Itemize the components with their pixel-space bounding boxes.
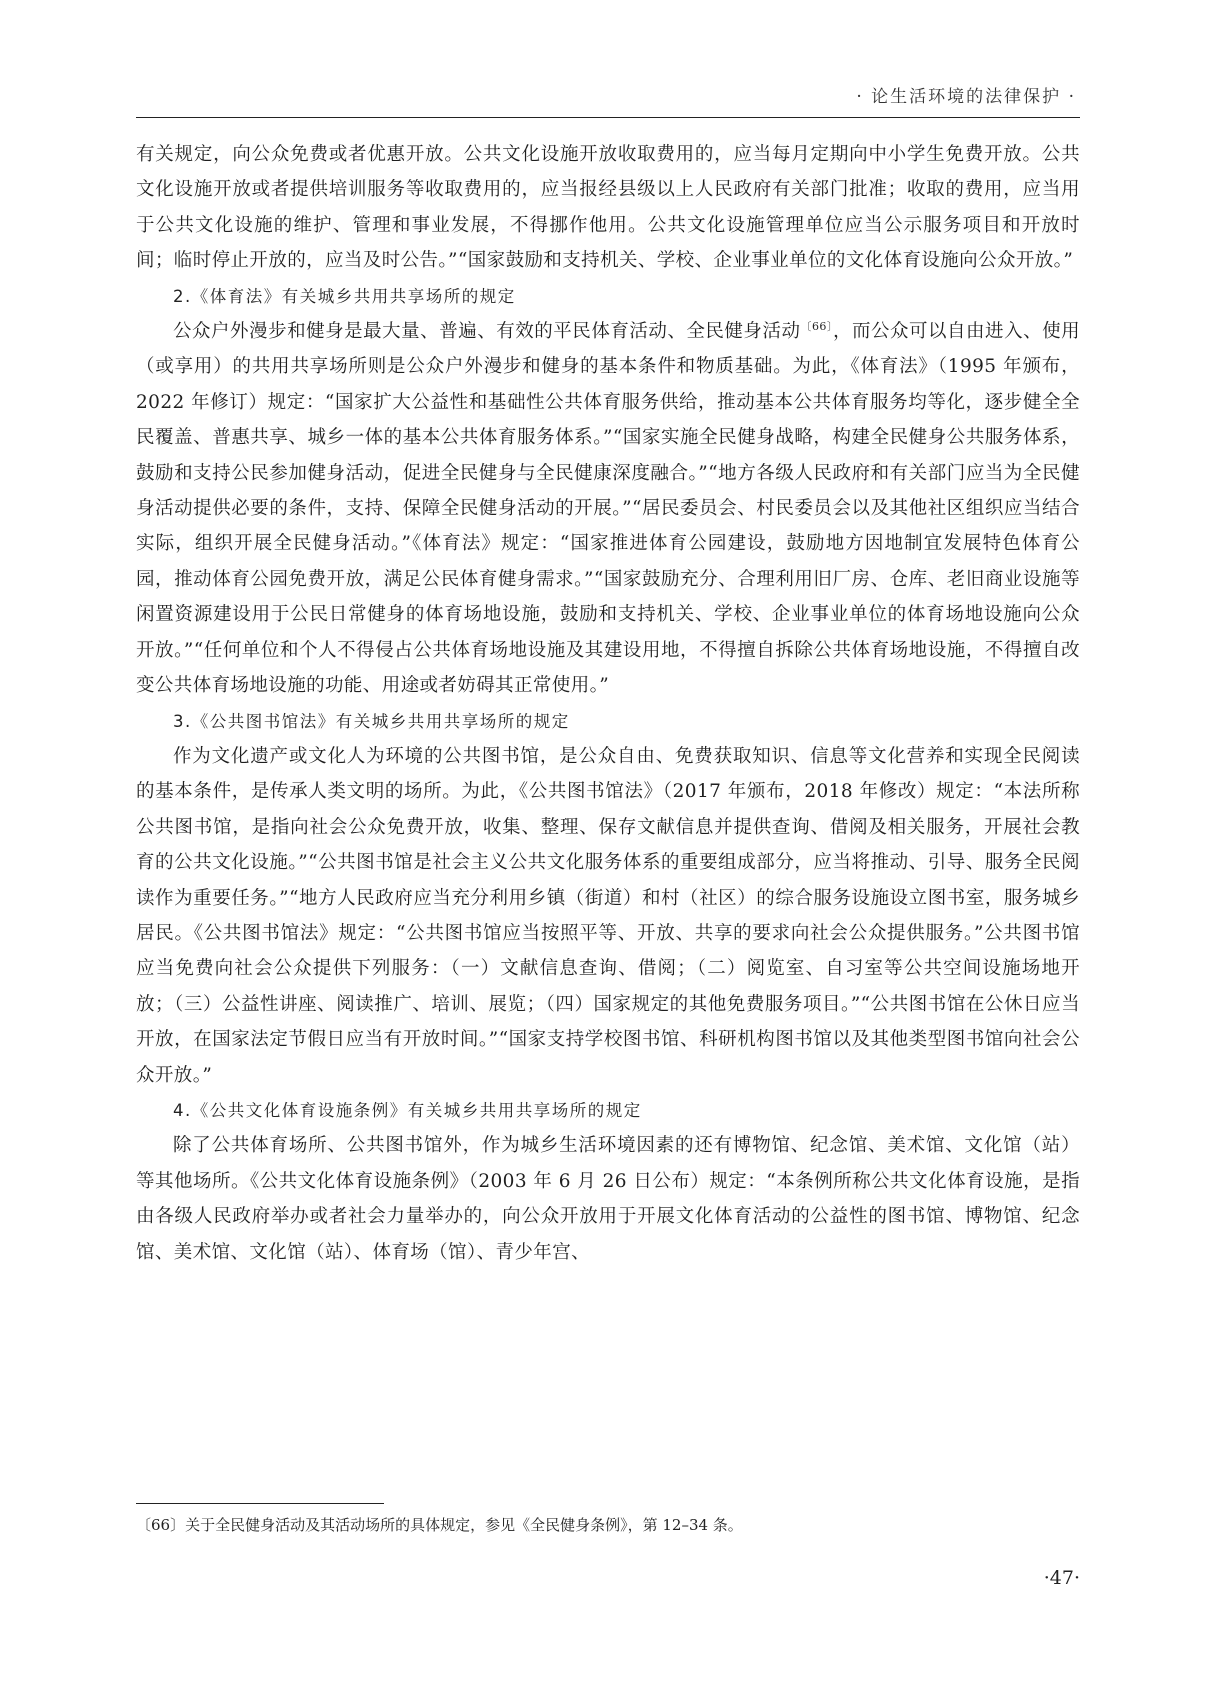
- footnote-rule: [136, 1503, 384, 1504]
- paragraph-3: 作为文化遗产或文化人为环境的公共图书馆，是公众自由、免费获取知识、信息等文化营养和实现全民阅读的基本条件，是传承人类文明的场所。为此，《公共图书馆法》（2017 年颁布，2018 年修改）规定：“本法所称公共图书馆，是指向社会公众免费开放，收集、整理、保存文献信息并提供查询、借阅及相关服务，开展社会教育的公共文化设施。”“公共图书馆是社会主义公共文化服务体系的重要组成部分，应当将推动、引导、服务全民阅读作为重要任务。”“地方人民政府应当充分利用乡镇（街道）和村（社区）的综合服务设施设立图书室，服务城乡居民。《公共图书馆法》规定：“公共图书馆应当按照平等、开放、共享的要求向社会公众提供服务。”公共图书馆应当免费向社会公众提供下列服务：（一）文献信息查询、借阅；（二）阅览室、自习室等公共空间设施场地开放；（三）公益性讲座、阅读推广、培训、展览；（四）国家规定的其他免费服务项目。”“公共图书馆在公休日应当开放，在国家法定节假日应当有开放时间。”“国家支持学校图书馆、科研机构图书馆以及其他类型图书馆向社会公众开放。”: [136, 745, 1080, 1086]
- section-heading-4: 4.《公共文化体育设施条例》有关城乡共用共享场所的规定: [173, 1100, 642, 1120]
- footnote: 〔66〕关于全民健身活动及其活动场所的具体规定，参见《全民健身条例》，第 12–34 条。: [136, 1516, 743, 1534]
- running-header: · 论生活环境的法律保护 ·: [856, 87, 1076, 107]
- section-heading-2: 2.《体育法》有关城乡共用共享场所的规定: [173, 286, 516, 306]
- paragraph-4: 除了公共体育场所、公共图书馆外，作为城乡生活环境因素的还有博物馆、纪念馆、美术馆、文化馆（站）等其他场所。《公共文化体育设施条例》（2003 年 6 月 26 日公布）规定：“本条例所称公共文化体育设施，是指由各级人民政府举办或者社会力量举办的，向公众开放用于开展文化体育活动的公益性的图书馆、博物馆、纪念馆、美术馆、文化馆（站）、体育场（馆）、青少年宫、: [136, 1135, 1080, 1263]
- page-number: ·47·: [1043, 1567, 1080, 1589]
- paragraph-2-rest: ，而公众可以自由进入、使用（或享用）的共用共享场所则是公众户外漫步和健身的基本条件和物质基础。为此，《体育法》（1995 年颁布，2022 年修订）规定：“国家扩大公益性和基础性公共体育服务供给，推动基本公共体育服务均等化，逐步健全全民覆盖、普惠共享、城乡一体的基本公共体育服务体系。”“国家实施全民健身战略，构建全民健身公共服务体系，鼓励和支持公民参加健身活动，促进全民健身与全民健康深度融合。”“地方各级人民政府和有关部门应当为全民健身活动提供必要的条件，支持、保障全民健身活动的开展。”“居民委员会、村民委员会以及其他社区组织应当结合实际，组织开展全民健身活动。”《体育法》规定：“国家推进体育公园建设，鼓励地方因地制宜发展特色体育公园，推动体育公园免费开放，满足公民体育健身需求。”“国家鼓励充分、合理利用旧厂房、仓库、老旧商业设施等闲置资源建设用于公民日常健身的体育场地设施，鼓励和支持机关、学校、企业事业单位的体育场地设施向公众开放。”“任何单位和个人不得侵占公共体育场地设施及其建设用地，不得擅自拆除公共体育场地设施，不得擅自改变公共体育场地设施的功能、用途或者妨碍其正常使用。”: [136, 321, 1081, 697]
- paragraph-2: [136, 314, 1080, 703]
- footnote-reference: 〔66〕: [800, 319, 833, 333]
- body-text: [136, 137, 1080, 1270]
- section-heading-3: 3.《公共图书馆法》有关城乡共用共享场所的规定: [173, 711, 570, 731]
- header-rule: [136, 117, 1080, 118]
- paragraph-1: 有关规定，向公众免费或者优惠开放。公共文化设施开放收取费用的，应当每月定期向中小学生免费开放。公共文化设施开放或者提供培训服务等收取费用的，应当报经县级以上人民政府有关部门批准；收取的费用，应当用于公共文化设施的维护、管理和事业发展，不得挪作他用。公共文化设施管理单位应当公示服务项目和开放时间；临时停止开放的，应当及时公告。”“国家鼓励和支持机关、学校、企业事业单位的文化体育设施向公众开放。”: [136, 144, 1080, 272]
- paragraph-2-start: 公众户外漫步和健身是最大量、普遍、有效的平民体育活动、全民健身活动: [173, 321, 801, 343]
